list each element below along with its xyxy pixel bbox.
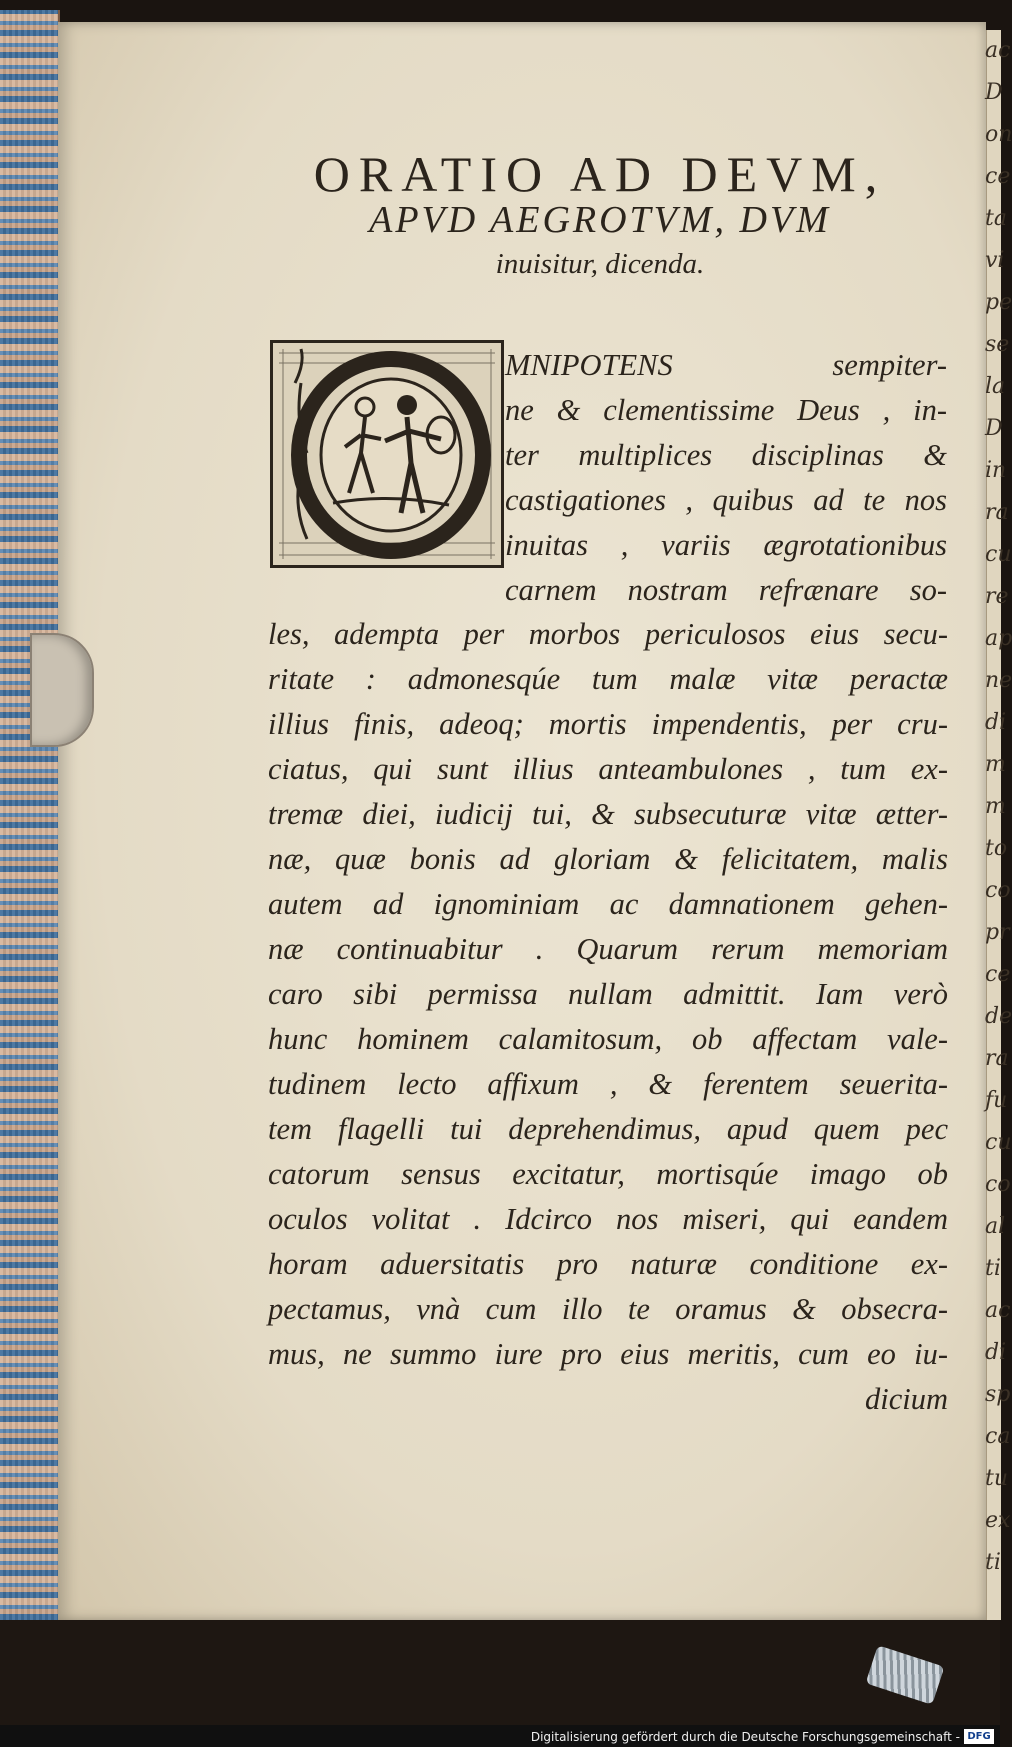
- text-line: illius finis, adeoq; mortis impendentis, per cru-: [268, 707, 948, 741]
- next-page-fragment: di: [985, 1340, 1007, 1365]
- next-page-fragment: D: [985, 416, 1003, 441]
- next-page-fragment: ce: [985, 164, 1011, 189]
- next-page-fragment: cu: [985, 542, 1012, 567]
- catchword: dicium: [864, 1382, 948, 1416]
- next-page-fragment: fu: [985, 1088, 1008, 1113]
- next-page-fragment: al: [985, 1214, 1006, 1239]
- text-line: ter multiplices disciplinas &: [505, 438, 947, 472]
- body-indented-lines: [505, 343, 947, 613]
- next-page-fragment: ra: [985, 1046, 1009, 1071]
- body-full-lines: [268, 612, 948, 1422]
- text-line: pectamus, vnà cum illo te oramus & obsecra-: [268, 1292, 948, 1326]
- next-page-fragment: to: [985, 836, 1008, 861]
- next-page-fragment: ce: [985, 962, 1011, 987]
- next-page-fragment: D: [985, 80, 1003, 105]
- text-line: inuitas , variis ægrotationibus: [505, 528, 947, 562]
- next-page-fragment: m: [985, 794, 1006, 819]
- next-page-fragment: co: [985, 878, 1011, 903]
- next-page-fragment: ra: [985, 500, 1009, 525]
- text-line: ritate : admonesqúe tum malæ vitæ peractæ: [268, 662, 948, 696]
- text-line: næ, quæ bonis ad gloriam & felicitatem, malis: [268, 842, 948, 876]
- next-page-fragment: co: [985, 1172, 1011, 1197]
- next-page-fragment: ne: [985, 668, 1012, 693]
- next-page-fragment: pe: [985, 290, 1012, 315]
- text-line: les, adempta per morbos periculosos eius secu-: [268, 617, 948, 651]
- next-page-fragment: ex: [985, 1508, 1011, 1533]
- next-page-fragment: se: [985, 332, 1010, 357]
- next-page-fragment: ac: [985, 1298, 1011, 1323]
- next-page-fragment: ti: [985, 1550, 1001, 1575]
- next-page-fragment: la: [985, 374, 1006, 399]
- next-page-fragment: re: [985, 584, 1009, 609]
- footer-credit: Digitalisierung gefördert durch die Deutsche Forschungsgemeinschaft -: [530, 1730, 960, 1744]
- next-page-fragment: tu: [985, 1466, 1009, 1491]
- next-page-fragment: ac: [985, 38, 1011, 63]
- title-line-1: ORATIO AD DEVM,: [313, 146, 887, 202]
- woodcut-initial-o-icon: [270, 340, 504, 568]
- next-page-fragment: in: [985, 458, 1007, 483]
- next-page-fragment: ti: [985, 1256, 1001, 1281]
- text-line: catorum sensus excitatur, mortisqúe imago ob: [268, 1157, 948, 1191]
- title-line-2: APVD AEGROTVM, DVM: [369, 199, 831, 241]
- text-line: næ continuabitur . Quarum rerum memoriam: [268, 932, 948, 966]
- next-page-fragment: ca: [985, 1424, 1011, 1449]
- next-page-fragment: sp: [985, 1382, 1011, 1407]
- text-line: ne & clementissime Deus , in-: [505, 393, 947, 427]
- title-line-3: inuisitur, dicenda.: [495, 248, 705, 280]
- initial-o-woodcut: [273, 343, 501, 565]
- page-clasp: [30, 633, 94, 747]
- text-line: tremæ diei, iudicij tui, & subsecuturæ vitæ ætter-: [268, 797, 948, 831]
- text-line: tudinem lecto affixum , & ferentem seuerita-: [268, 1067, 948, 1101]
- next-page-fragment: pr: [985, 920, 1010, 945]
- text-line: ciatus, qui sunt illius anteambulones , tum ex-: [268, 752, 948, 786]
- marbled-page-edge: [0, 10, 60, 1620]
- next-page-fragment: ap: [985, 626, 1012, 651]
- next-page-fragment: m: [985, 752, 1006, 777]
- text-line: caro sibi permissa nullam admittit. Iam verò: [268, 977, 948, 1011]
- text-line: autem ad ignominiam ac damnationem gehen-: [268, 887, 948, 921]
- footer-strip: [0, 1725, 1000, 1747]
- next-page-fragment: di: [985, 710, 1007, 735]
- next-page-fragment: on: [985, 122, 1012, 147]
- text-line: castigationes , quibus ad te nos: [505, 483, 947, 517]
- text-line: oculos volitat . Idcirco nos miseri, qui eandem: [268, 1202, 948, 1236]
- text-line: hunc hominem calamitosum, ob affectam vale-: [268, 1022, 948, 1056]
- text-line: mus, ne summo iure pro eius meritis, cum eo iu-: [268, 1337, 948, 1371]
- next-page-edge: [985, 30, 1012, 1620]
- dfg-logo-icon: DFG: [964, 1729, 994, 1744]
- text-line: MNIPOTENS sempiter-: [505, 348, 947, 382]
- next-page-fragment: de: [985, 1004, 1012, 1029]
- text-line: carnem nostram refrænare so-: [505, 573, 947, 607]
- next-page-fragment: cu: [985, 1130, 1012, 1155]
- text-line: tem flagelli tui deprehendimus, apud quem pec: [268, 1112, 948, 1146]
- text-line: horam aduersitatis pro naturæ conditione ex-: [268, 1247, 948, 1281]
- next-page-fragment: ta: [985, 206, 1007, 231]
- next-page-fragment: vi: [985, 248, 1005, 273]
